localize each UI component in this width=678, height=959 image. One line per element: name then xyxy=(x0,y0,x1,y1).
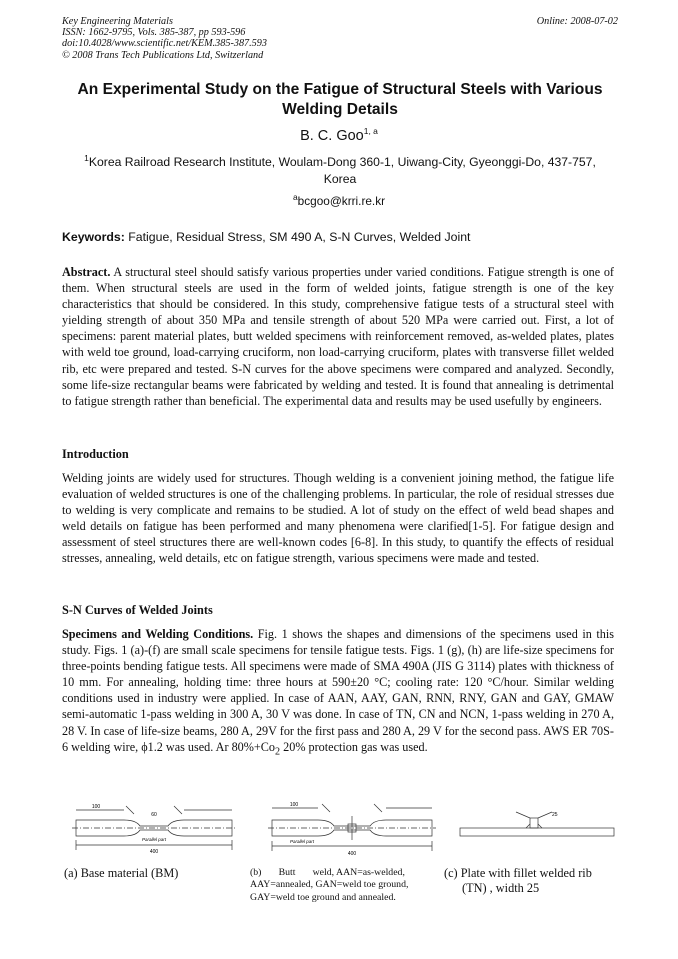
specimens-text-end: 20% protection gas was used. xyxy=(280,739,428,754)
figure-b-caption-line-3: GAY=weld toe ground and annealed. xyxy=(250,891,396,903)
affiliation-line-2: Korea xyxy=(323,172,357,186)
fig-a-mid-dim: 60 xyxy=(151,812,157,818)
sn-curves-heading: S-N Curves of Welded Joints xyxy=(62,603,213,617)
figure-b-caption-line-2: AAY=annealed, GAN=weld toe ground, xyxy=(250,879,409,891)
specimens-text: Fig. 1 shows the shapes and dimensions of the specimens used in this study. Figs. 1 (a)-(f) are small scale specimens for tensile fatigue tests. Figs. 1 (g), (h) are life-size specimens for three-points bending fatigue tests. All specimens were made of SMA 490A (JIS G 3114) plates with thickness of 10 mm. For annealing, holding time: three hours at 590±20 °C; cooling rate: 120 °C/hour. Similar welding conditions used in industry were applied. In case of AAN, AAY, GAN, RNN, RNY, GAN and GAY, GMAW semi-automatic 1-pass welding in 300 A, 30 V was done. In case of TN, CN and NCN, 1-pass welding in 270 A, 28 V. In case of life-size beams, 280 A, 29V for the first pass and 280 A, 29 V for the second pass. AWS ER 70S-6 welding wire, ϕ1.2 was used. Ar 80%+Co xyxy=(62,627,614,754)
keywords-text: Fatigue, Residual Stress, SM 490 A, S-N Curves, Welded Joint xyxy=(124,230,471,244)
butt-weld-specimen-drawing xyxy=(262,798,442,862)
specimens-paragraph xyxy=(62,626,614,760)
journal-issn: ISSN: 1662-9795, Vols. 385-387, pp 593-596 xyxy=(62,27,246,39)
figure-c-caption-line-1: (c) Plate with fillet welded rib xyxy=(444,866,592,880)
online-date: Online: 2008-07-02 xyxy=(536,16,618,27)
figure-c-drawing xyxy=(456,808,618,848)
affiliation-sup: 1 xyxy=(84,152,89,163)
figure-a-drawing xyxy=(66,800,242,862)
figure-b-caption-line-1: (b) Butt weld, AAN=as-welded, xyxy=(250,867,405,878)
figure-b-caption xyxy=(250,867,438,904)
base-material-specimen-drawing xyxy=(66,800,242,862)
email-address[interactable]: bcgoo@krri.re.kr xyxy=(297,194,386,208)
fig-b-parallel-label: Parallel part xyxy=(289,839,315,844)
fig-a-total-dim: 400 xyxy=(149,849,159,855)
introduction-text: Welding joints are widely used for structures. Though welding is a convenient joining method, the fatigue life evaluation of welded structures is one of the challenging problems. In particular, the role of residual stresses due to welding is very complicate and remains to be studied. A lot of study on the effect of weld bead shapes and weld details on fatigue has been performed and many phenomena were clarified[1-5]. For fatigue design and assessment of steel structures there are well-known codes [6-8]. In this study, to quantify the effects of residual stresses, annealing, weld details, etc on fatigue strength, various specimens were made and tested. xyxy=(62,471,614,566)
fig-b-total-dim: 400 xyxy=(347,851,357,857)
affiliation-line-1: Korea Railroad Research Institute, Woulam-Dong 360-1, Uiwang-City, Gyeonggi-Do, 437-757, xyxy=(88,155,596,169)
paper-title xyxy=(40,80,640,120)
title-line-1: An Experimental Study on the Fatigue of Structural Steels with Various xyxy=(77,81,603,98)
journal-copyright: © 2008 Trans Tech Publications Ltd, Switzerland xyxy=(62,49,264,61)
abstract-label: Abstract. xyxy=(62,265,111,279)
journal-name: Key Engineering Materials xyxy=(62,16,173,27)
fig-a-parallel-label: Parallel part xyxy=(141,837,167,842)
fig-b-side-dim: 100 xyxy=(289,802,299,808)
fig-a-side-dim: 100 xyxy=(91,804,101,810)
co2-subscript: 2 xyxy=(275,746,281,758)
author-sup: 1, a xyxy=(363,126,378,137)
figure-c-caption xyxy=(444,866,592,896)
journal-header xyxy=(62,16,618,61)
affiliation xyxy=(62,154,618,188)
abstract xyxy=(62,264,614,409)
figure-c-caption-line-2: (TN) , width 25 xyxy=(462,881,540,895)
fillet-rib-specimen-drawing xyxy=(456,808,618,848)
introduction-heading: Introduction xyxy=(62,447,129,461)
figure-b-drawing xyxy=(262,798,442,862)
author-name: B. C. Goo xyxy=(300,128,364,144)
email-sup: a xyxy=(292,192,298,203)
figure-a-caption: (a) Base material (BM) xyxy=(64,866,179,880)
author xyxy=(0,128,678,144)
specimens-label: Specimens and Welding Conditions. xyxy=(62,627,254,641)
abstract-text: A structural steel should satisfy various properties under varied conditions. Fatigue strength is one of them. When structural steels are used in the form of welded joints, fatigue strength is one of the key characteristics that should be considered. In this study, comprehensive fatigue tests of a structural steel with yielding strength of about 350 MPa and tensile strength of about 520 MPa were carried out. First, a lot of specimens: parent material plates, butt welded specimens with reinforcement removed, as-welded plates, plates with weld toe ground, load-carrying cruciform, non load-carrying cruciform, plates with transverse fillet welded rib, etc were prepared and tested. S-N curves for the above specimens were compared and analyzed. Secondly, some life-size rectangular beams were fabricated by welding and tested. It is found that annealing is detrimental to fatigue strength rather than beneficial. The experimental data and results may be used usefully by engineers. xyxy=(62,265,614,408)
fig-c-rib-dim: 25 xyxy=(552,812,558,818)
keywords xyxy=(62,230,622,244)
title-line-2: Welding Details xyxy=(282,101,398,118)
email xyxy=(0,194,678,208)
journal-doi: doi:10.4028/www.scientific.net/KEM.385-387.593 xyxy=(62,38,267,50)
keywords-label: Keywords: xyxy=(62,230,125,244)
